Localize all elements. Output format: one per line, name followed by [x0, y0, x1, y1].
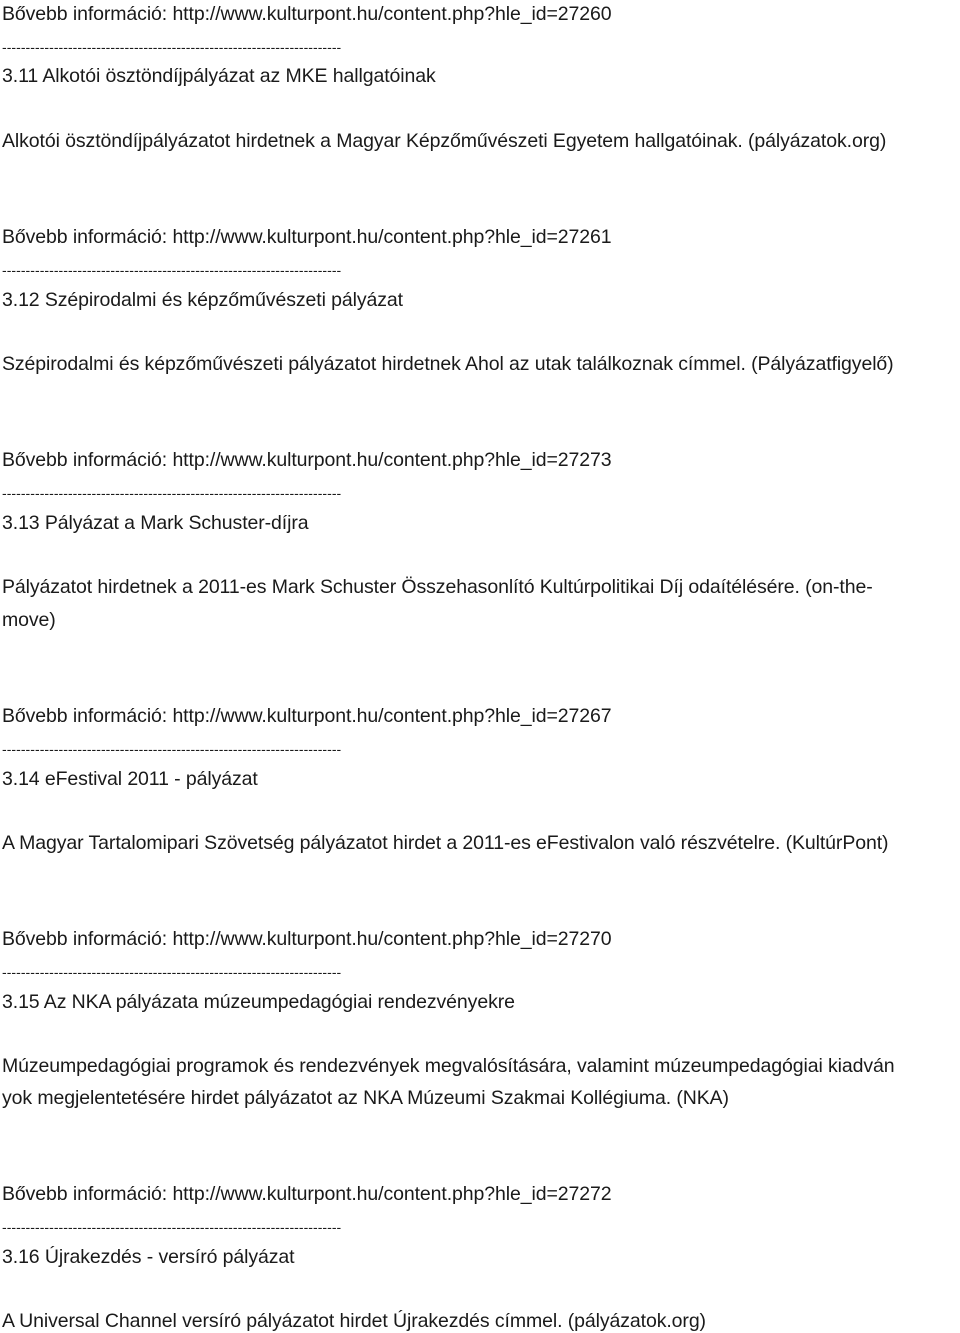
more-info-link[interactable]: Bővebb információ: http://www.kulturpont.hu/content.php?hle_id=27267: [2, 705, 612, 727]
section-body: Szépirodalmi és képzőművészeti pályázatot hirdetnek Ahol az utak találkoznak címmel. (Pályázatfigyelő): [2, 353, 894, 375]
separator: ------------------------------------------------------------------------: [2, 39, 342, 55]
more-info-link[interactable]: Bővebb információ: http://www.kulturpont.hu/content.php?hle_id=27260: [2, 3, 612, 25]
section-body-line: Pályázatot hirdetnek a 2011-es Mark Schuster Összehasonlító Kultúrpolitikai Díj odaítélésére. (on-the-: [2, 576, 873, 598]
section-body: A Universal Channel versíró pályázatot hirdet Újrakezdés címmel. (pályázatok.org): [2, 1310, 706, 1332]
section-heading: 3.11 Alkotói ösztöndíjpályázat az MKE hallgatóinak: [2, 65, 436, 87]
separator: ------------------------------------------------------------------------: [2, 964, 342, 980]
section-heading: 3.12 Szépirodalmi és képzőművészeti pályázat: [2, 289, 403, 311]
section-heading: 3.13 Pályázat a Mark Schuster-díjra: [2, 512, 309, 534]
more-info-link[interactable]: Bővebb információ: http://www.kulturpont.hu/content.php?hle_id=27273: [2, 449, 612, 471]
separator: ------------------------------------------------------------------------: [2, 262, 342, 278]
separator: ------------------------------------------------------------------------: [2, 741, 342, 757]
more-info-link[interactable]: Bővebb információ: http://www.kulturpont.hu/content.php?hle_id=27272: [2, 1183, 612, 1205]
more-info-link[interactable]: Bővebb információ: http://www.kulturpont.hu/content.php?hle_id=27270: [2, 928, 612, 950]
more-info-link[interactable]: Bővebb információ: http://www.kulturpont.hu/content.php?hle_id=27261: [2, 226, 612, 248]
section-heading: 3.16 Újrakezdés - versíró pályázat: [2, 1246, 295, 1268]
separator: ------------------------------------------------------------------------: [2, 1219, 342, 1235]
separator: ------------------------------------------------------------------------: [2, 485, 342, 501]
section-body: Alkotói ösztöndíjpályázatot hirdetnek a Magyar Képzőművészeti Egyetem hallgatóinak. (pályázatok.org): [2, 130, 887, 152]
section-heading: 3.15 Az NKA pályázata múzeumpedagógiai rendezvényekre: [2, 991, 515, 1013]
section-body-line: move): [2, 609, 56, 631]
section-body-line: yok megjelentetésére hirdet pályázatot az NKA Múzeumi Szakmai Kollégiuma. (NKA): [2, 1087, 729, 1109]
section-body-line: Múzeumpedagógiai programok és rendezvények megvalósítására, valamint múzeumpedagógiai kiadván: [2, 1055, 895, 1077]
section-heading: 3.14 eFestival 2011 - pályázat: [2, 768, 258, 790]
section-body: A Magyar Tartalomipari Szövetség pályázatot hirdet a 2011-es eFestivalon való részvételre. (KultúrPont): [2, 832, 889, 854]
